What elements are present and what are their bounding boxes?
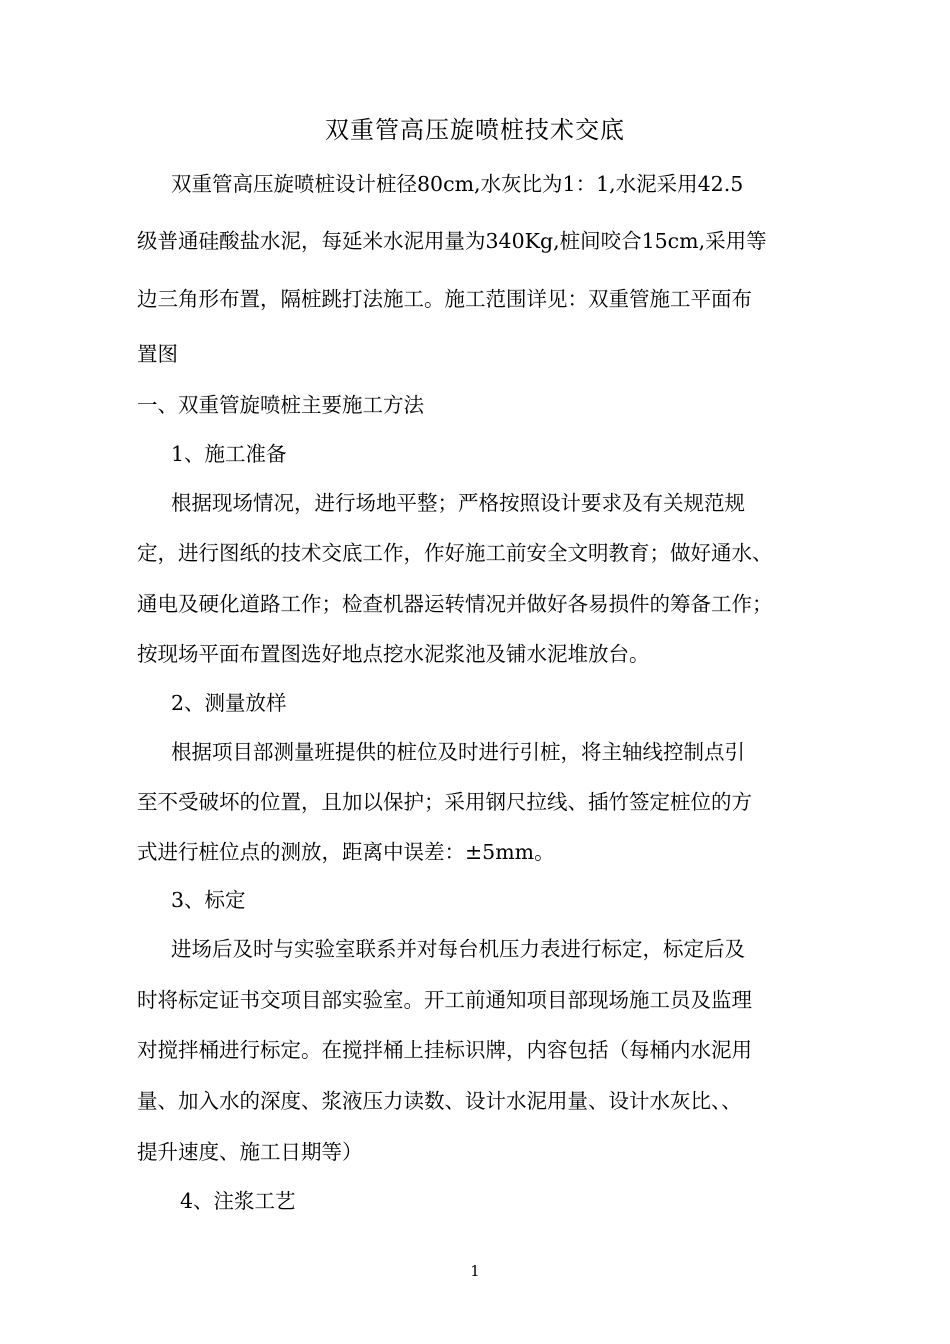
subsection-heading: 1、施工准备 [171,442,287,466]
paragraph-line: 进场后及时与实验室联系并对每台机压力表进行标定，标定后及 [171,937,745,961]
subsection-heading: 2、测量放样 [171,691,287,715]
paragraph-line: 量、加入水的深度、浆液压力读数、设计水泥用量、设计水灰比、、 [137,1089,742,1113]
page-number: 1 [470,1262,480,1280]
paragraph-line: 双重管高压旋喷桩设计桩径80cm,水灰比为1：1,水泥采用42.5 [171,172,744,196]
paragraph-line: 提升速度、施工日期等） [137,1140,363,1164]
paragraph-line: 置图 [137,342,178,366]
paragraph-line: 按现场平面布置图选好地点挖水泥浆池及铺水泥堆放台。 [137,642,650,666]
document-title: 双重管高压旋喷桩技术交底 [325,116,625,144]
paragraph-line: 定，进行图纸的技术交底工作，作好施工前安全文明教育；做好通水、 [137,541,773,565]
subsection-heading: 4、注浆工艺 [180,1189,296,1213]
paragraph-line: 时将标定证书交项目部实验室。开工前通知项目部现场施工员及监理 [137,988,752,1012]
paragraph-line: 通电及硬化道路工作；检查机器运转情况并做好各易损件的筹备工作； [137,592,773,616]
section-heading: 一、双重管旋喷桩主要施工方法 [137,393,424,417]
paragraph-line: 根据项目部测量班提供的桩位及时进行引桩，将主轴线控制点引 [171,740,745,764]
paragraph-line: 级普通硅酸盐水泥，每延米水泥用量为340Kg,桩间咬合15cm,采用等 [137,229,767,253]
paragraph-line: 至不受破坏的位置，且加以保护；采用钢尺拉线、插竹签定桩位的方 [137,790,752,814]
subsection-heading: 3、标定 [171,888,246,912]
paragraph-line: 边三角形布置，隔桩跳打法施工。施工范围详见：双重管施工平面布 [137,287,752,311]
paragraph-line: 对搅拌桶进行标定。在搅拌桶上挂标识牌，内容包括（每桶内水泥用 [137,1038,752,1062]
paragraph-line: 根据现场情况，进行场地平整；严格按照设计要求及有关规范规 [171,491,745,515]
paragraph-line: 式进行桩位点的测放，距离中误差：±5mm。 [137,840,555,864]
